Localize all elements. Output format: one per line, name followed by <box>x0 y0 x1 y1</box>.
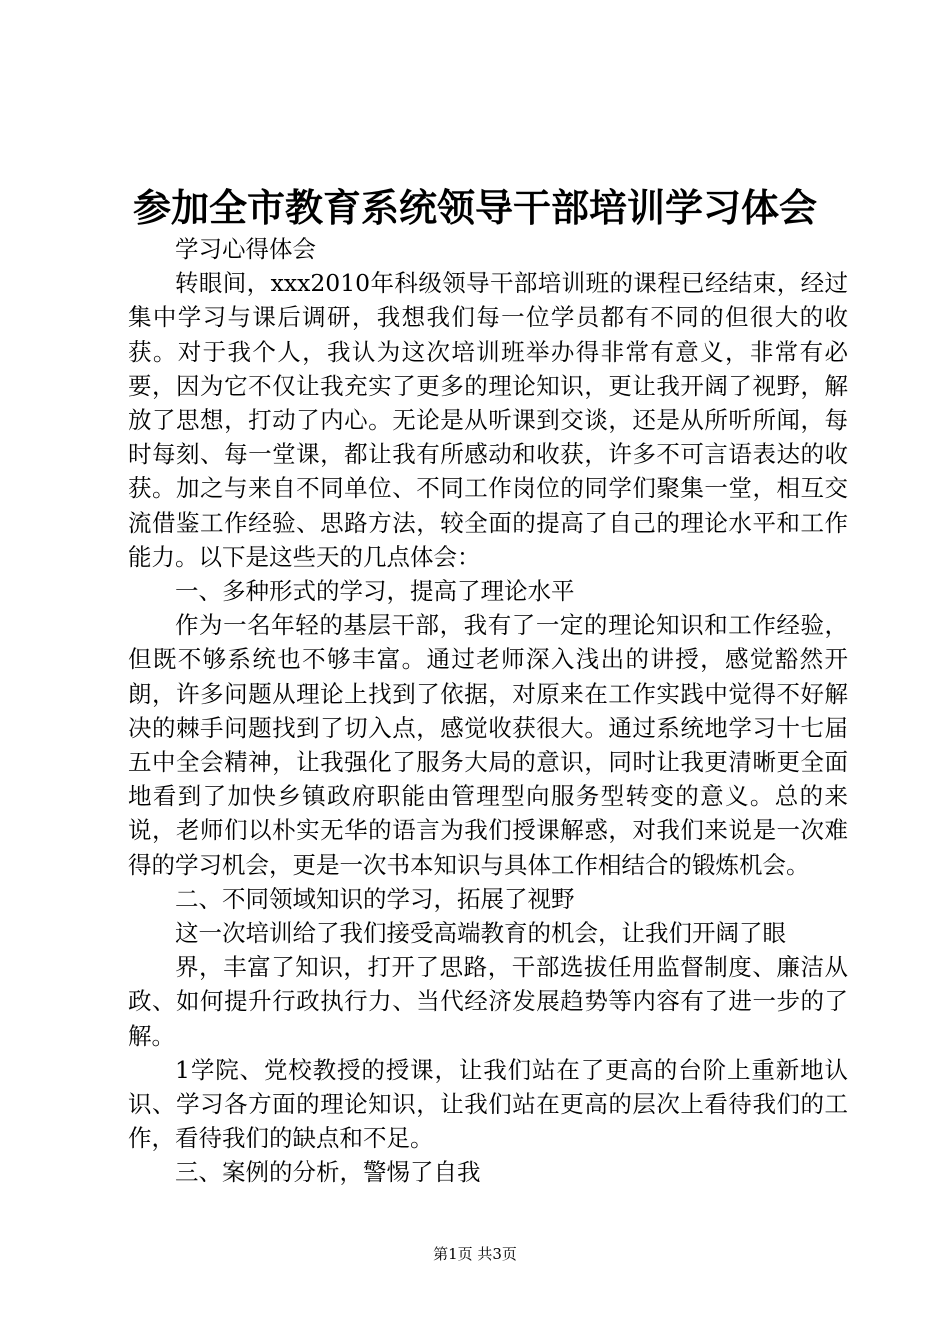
section-1-paragraph: 作为一名年轻的基层干部，我有了一定的理论知识和工作经验，但既不够系统也不够丰富。通过老师深入浅出的讲授，感觉豁然开朗，许多问题从理论上找到了依据，对原来在工作实践中觉得不好解决的棘手问题找到了切入点，感觉收获很大。通过系统地学习十七届五中全会精神，让我强化了服务大局的意识，同时让我更清晰更全面地看到了加快乡镇政府职能由管理型向服务型转变的意义。总的来说，老师们以朴实无华的语言为我们授课解惑，对我们来说是一次难得的学习机会，更是一次书本知识与具体工作相结合的锻炼机会。 <box>128 611 848 879</box>
subtitle-paragraph: 学习心得体会 <box>175 235 316 263</box>
page-number-footer: 第1页 共3页 <box>433 1245 517 1263</box>
section-heading-3: 三、案例的分析，警惕了自我 <box>175 1158 481 1187</box>
document-body <box>128 232 848 1190</box>
intro-paragraph: 转眼间，xxx2010年科级领导干部培训班的课程已经结束，经过集中学习与课后调研，我想我们每一位学员都有不同的但很大的收获。对于我个人，我认为这次培训班举办得非常有意义，非常有必要，因为它不仅让我充实了更多的理论知识，更让我开阔了视野，解放了思想，打动了内心。无论是从听课到交谈，还是从所听所闻，每时每刻、每一堂课，都让我有所感动和收获，许多不可言语表达的收获。加之与来自不同单位、不同工作岗位的同学们聚集一堂，相互交流借鉴工作经验、思路方法，较全面的提高了自己的理论水平和工作能力。以下是这些天的几点体会： <box>128 269 848 571</box>
section-2-paragraph-c: 1学院、党校教授的授课，让我们站在了更高的台阶上重新地认识、学习各方面的理论知识，让我们站在更高的层次上看待我们的工作，看待我们的缺点和不足。 <box>128 1055 848 1153</box>
section-2-paragraph-a: 这一次培训给了我们接受高端教育的机会，让我们开阔了眼 <box>175 919 786 948</box>
section-2-paragraph-b: 界，丰富了知识，打开了思路，干部选拔任用监督制度、廉洁从政、如何提升行政执行力、当代经济发展趋势等内容有了进一步的了解。 <box>128 953 848 1050</box>
section-heading-1: 一、多种形式的学习，提高了理论水平 <box>175 577 575 606</box>
document-title: 参加全市教育系统领导干部培训学习体会 <box>132 185 817 230</box>
section-heading-2: 二、不同领域知识的学习，拓展了视野 <box>175 884 575 913</box>
